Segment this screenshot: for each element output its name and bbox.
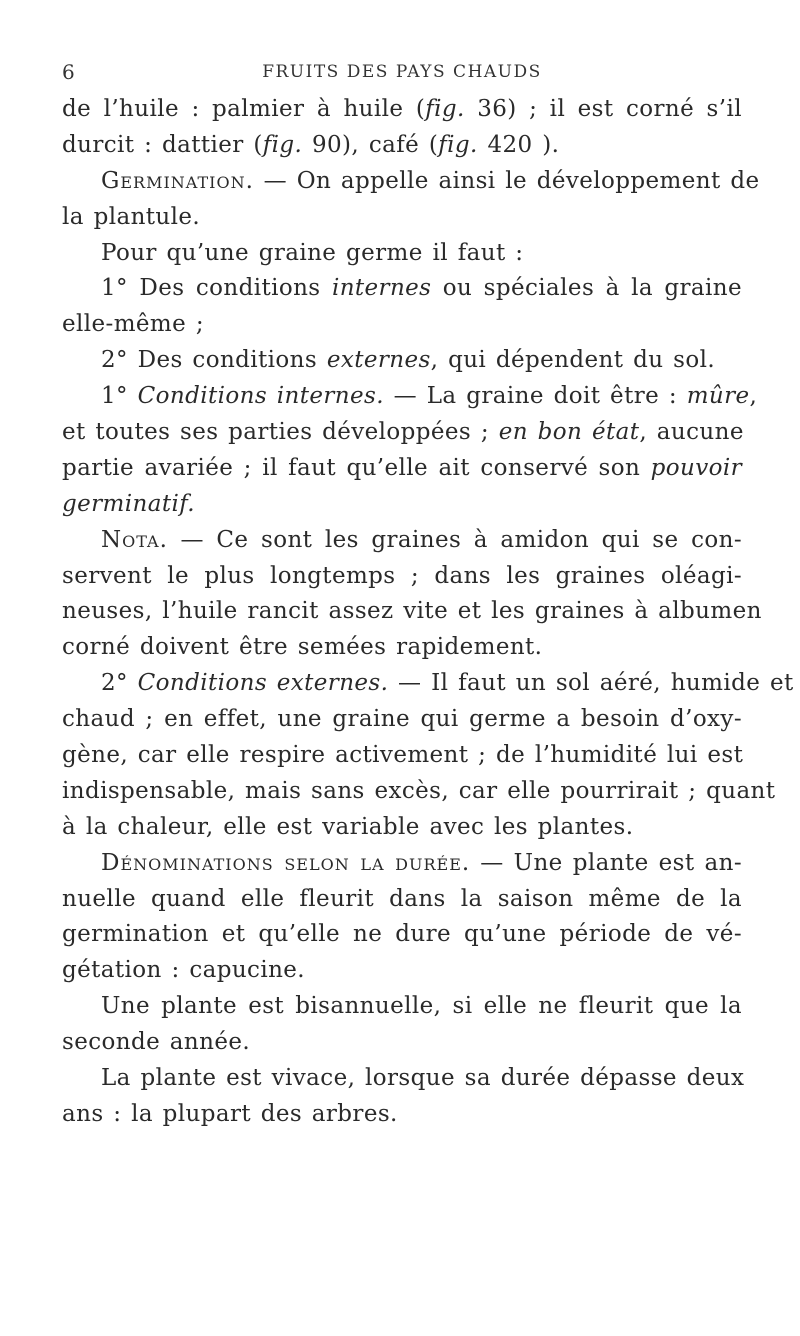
text-line: Pour qu’une graine germe il faut :: [101, 239, 524, 266]
text-line: La plante est vivace, lorsque sa durée dépasse deux: [101, 1065, 745, 1092]
text-line: 1° Conditions internes. — La graine doit être : mûre,: [101, 383, 758, 410]
text-line: à la chaleur, elle est variable avec les plantes.: [62, 813, 634, 840]
text-line: 1° Des conditions internes ou spéciales à la graine: [101, 275, 742, 302]
text-line: corné doivent être semées rapidement.: [62, 634, 543, 661]
text-line: Une plante est bisannuelle, si elle ne fleurit que la: [101, 993, 742, 1020]
text-line: germination et qu’elle ne dure qu’une période de vé-: [62, 921, 742, 948]
text-line: ans : la plupart des arbres.: [62, 1100, 398, 1127]
body-text: [62, 92, 794, 1133]
text-line: Nota. — Ce sont les graines à amidon qui se con-: [101, 526, 742, 553]
text-line: neuses, l’huile rancit assez vite et les graines à albumen: [62, 598, 762, 625]
section-heading-germination: Germination.: [101, 167, 254, 194]
section-heading-denominations: Dénominations selon la durée.: [101, 849, 471, 876]
text-line: elle-même ;: [62, 311, 205, 338]
text-line: la plantule.: [62, 203, 201, 230]
section-heading-nota: Nota.: [101, 526, 168, 553]
text-line: chaud ; en effet, une graine qui germe a besoin d’oxy-: [62, 706, 742, 733]
text-line: durcit : dattier (fig. 90), café (fig. 420 ).: [62, 131, 560, 158]
page-header: [62, 60, 742, 90]
text-line: indispensable, mais sans excès, car elle pourrirait ; quant: [62, 777, 776, 804]
running-head: FRUITS DES PAYS CHAUDS: [262, 62, 542, 82]
text-line: nuelle quand elle fleurit dans la saison même de la: [62, 885, 742, 912]
text-line: 2° Des conditions externes, qui dépendent du sol.: [101, 347, 716, 374]
page-number: 6: [62, 60, 75, 84]
text-line: germinatif.: [62, 490, 196, 517]
text-line: Germination. — On appelle ainsi le développement de: [101, 167, 760, 194]
text-line: gène, car elle respire activement ; de l’humidité lui est: [62, 742, 744, 769]
text-line: 2° Conditions externes. — Il faut un sol aéré, humide et: [101, 670, 794, 697]
text-line: seconde année.: [62, 1029, 251, 1056]
text-line: servent le plus longtemps ; dans les graines oléagi-: [62, 562, 742, 589]
text-line: partie avariée ; il faut qu’elle ait conservé son pouvoir: [62, 454, 742, 481]
text-line: de l’huile : palmier à huile (fig. 36) ; il est corné s’il: [62, 96, 742, 122]
text-line: gétation : capucine.: [62, 957, 306, 984]
text-line: et toutes ses parties développées ; en bon état, aucune: [62, 419, 744, 446]
text-line: Dénominations selon la durée. — Une plante est an-: [101, 849, 742, 876]
